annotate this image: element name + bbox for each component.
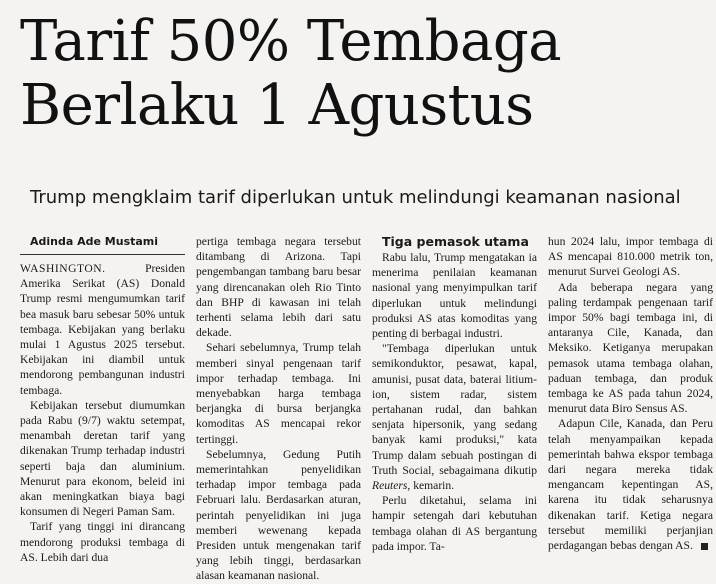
paragraph: Perlu diketahui, selama ini hampir setengah dari kebutuhan tembaga olahan di AS bergantung pada impor. Ta- xyxy=(372,494,537,553)
end-of-article-mark xyxy=(701,543,708,550)
paragraph xyxy=(372,341,537,493)
paragraph-text: "Tembaga diperlukan untuk semikonduktor, pesawat, kapal, amunisi, pusat data, baterai litium-ion, sistem radar, sistem pertahanan rudal, dan bahkan senjata hipersonik, yang sedang banyak kami produksi," kata Trump dalam sebuah postingan di Truth Social, sebagaimana dikutip xyxy=(372,342,537,477)
dateline: WASHINGTON. xyxy=(20,262,106,275)
paragraph: Kebijakan tersebut diumumkan pada Rabu (9/7) waktu setempat, menambah deretan tarif yang dikenakan Trump terhadap industri seperti baja dan aluminium. Menurut para ekonom, beleid ini akan meningkatkan biaya bagi konsumen di Negeri Paman Sam. xyxy=(20,398,185,519)
paragraph-text: Presiden Amerika Serikat (AS) Donald Trump resmi mengumumkan tarif bea masuk baru sebesar 50% untuk tembaga. Kebijakan yang berlaku mulai 1 Agustus 2025 tersebut. Kebijakan ini diambil untuk mendorong pembangunan industri tembaga. xyxy=(20,262,185,397)
article-column-2 xyxy=(196,234,361,584)
paragraph: Rabu lalu, Trump mengatakan ia menerima penilaian keamanan nasional yang menyimpulkan tarif diperlukan untuk melindungi produksi AS atas komoditas yang penting di berbagai industri. xyxy=(372,251,537,341)
paragraph: Ada beberapa negara yang paling terdampak pengenaan tarif impor 50% bagi tembaga ini, di antaranya Cile, Kanada, dan Meksiko. Ketiganya merupakan pemasok utama tembaga olahan, paduan tembaga, dan produk tembaga ke AS pada tahun 2024, menurut data Biro Sensus AS. xyxy=(548,280,713,416)
article-column-3 xyxy=(372,234,537,554)
article-column-4 xyxy=(548,234,713,553)
subheadline: Trump mengklaim tarif diperlukan untuk melindungi keamanan nasional xyxy=(30,187,681,208)
byline: Adinda Ade Mustami xyxy=(20,234,185,255)
paragraph: Tarif yang tinggi ini dirancang mendorong produksi tembaga di AS. Lebih dari dua xyxy=(20,520,185,564)
source-name: Reuters xyxy=(372,479,408,493)
paragraph: Sebelumnya, Gedung Putih memerintahkan penyelidikan terhadap impor tembaga pada Februari lalu. Berdasarkan aturan, perintah penyelidikan ini juga memberi wewenang kepada Presiden untuk mengenakan tarif yang lebih tinggi, berdasarkan alasan keamanan nasional. xyxy=(196,447,361,583)
paragraph xyxy=(548,416,713,553)
paragraph-text: , kemarin. xyxy=(407,479,455,493)
headline xyxy=(20,10,710,138)
headline-line-1: Tarif 50% Tembaga xyxy=(20,9,562,74)
paragraph xyxy=(20,261,185,398)
paragraph: pertiga tembaga negara tersebut ditambang di Arizona. Tapi pengembangan tambang baru besar yang direncanakan oleh Rio Tinto dan BHP di kawasan ini telah terhenti selama lebih dari satu dekade. xyxy=(196,235,361,340)
paragraph: Sehari sebelumnya, Trump telah memberi sinyal pengenaan tarif impor terhadap tembaga. Ini menyebabkan harga tembaga berjangka di bursa berjangka komoditas AS mencapai rekor tertinggi. xyxy=(196,341,361,446)
paragraph: hun 2024 lalu, impor tembaga di AS mencapai 810.000 metrik ton, menurut Survei Geologi AS. xyxy=(548,235,713,279)
article-column-1 xyxy=(20,234,185,565)
paragraph-text: Adapun Cile, Kanada, dan Peru telah menyampaikan kepada pemerintah bahwa ekspor tembaga dari negara mereka tidak mengancam kepentingan AS, karena itu tidak seharusnya dikenakan tarif. Ketiga negara tersebut memiliki perjanjian perdagangan bebas dengan AS. xyxy=(548,417,713,553)
section-heading: Tiga pemasok utama xyxy=(382,234,529,249)
headline-line-2: Berlaku 1 Agustus xyxy=(20,73,534,138)
